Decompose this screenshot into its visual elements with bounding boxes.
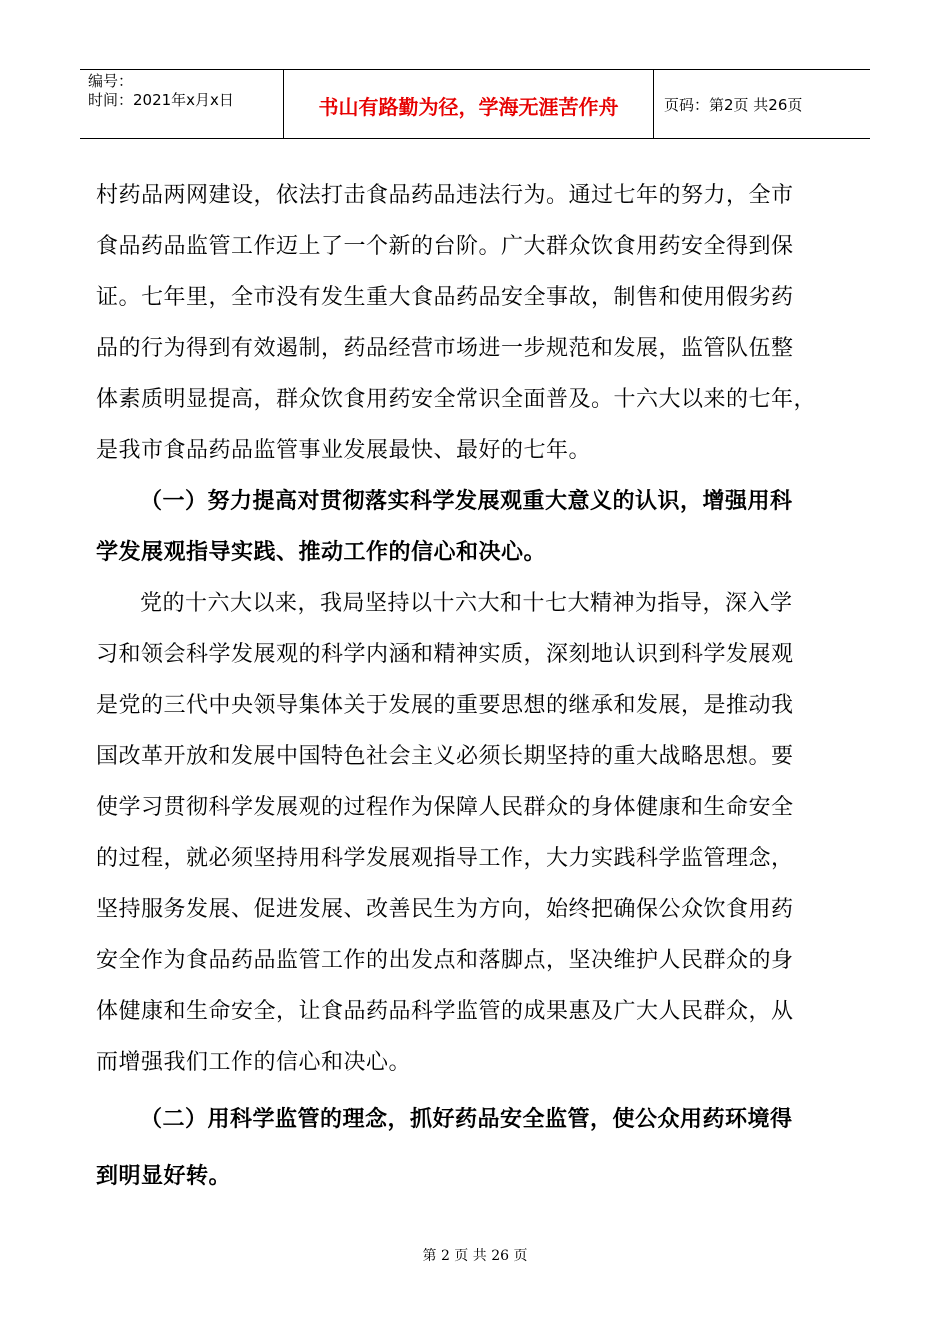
body-line: 体健康和生命安全，让食品药品科学监管的成果惠及广大人民群众，从 (96, 999, 794, 1024)
body-line: 坚持服务发展、促进发展、改善民生为方向，始终把确保公众饮食用药 (96, 897, 794, 922)
header-meta (80, 70, 284, 138)
body-line: 是党的三代中央领导集体关于发展的重要思想的继承和发展，是推动我 (96, 693, 794, 718)
page-header (80, 69, 870, 139)
section-heading-2-line: （二）用科学监管的理念，抓好药品安全监管，使公众用药环境得 (140, 1106, 793, 1132)
body-line: 国改革开放和发展中国特色社会主义必须长期坚持的重大战略思想。要 (96, 744, 794, 769)
section-heading-1-line: （一）努力提高对贯彻落实科学发展观重大意义的认识，增强用科 (140, 488, 793, 514)
body-line: 的过程，就必须坚持用科学发展观指导工作，大力实践科学监管理念， (96, 846, 794, 871)
body-line: 体素质明显提高，群众饮食用药安全常识全面普及。十六大以来的七年， (96, 387, 817, 412)
section-heading-1-line: 学发展观指导实践、推动工作的信心和决心。 (96, 539, 547, 565)
page-footer-text: 第 2 页 共 26 页 (422, 1248, 528, 1264)
body-line: 品的行为得到有效遏制，药品经营市场进一步规范和发展，监管队伍整 (96, 336, 794, 361)
body-line: 是我市食品药品监管事业发展最快、最好的七年。 (96, 438, 592, 463)
document-number-label: 编号： (88, 72, 134, 90)
body-line: 安全作为食品药品监管工作的出发点和落脚点，坚决维护人民群众的身 (96, 948, 794, 973)
page-footer (0, 1245, 950, 1265)
section-heading-2-line: 到明显好转。 (96, 1163, 232, 1189)
header-page-code: 页码：第2页 共26页 (664, 95, 803, 114)
body-line: 证。七年里，全市没有发生重大食品药品安全事故，制售和使用假劣药 (96, 285, 794, 310)
document-body (96, 170, 866, 1202)
document-time-label: 时间：2021年x月x日 (88, 91, 234, 109)
body-line: 村药品两网建设，依法打击食品药品违法行为。通过七年的努力，全市 (96, 183, 794, 208)
paragraph-first-line: 党的十六大以来，我局坚持以十六大和十七大精神为指导，深入学 (140, 591, 793, 616)
body-line: 使学习贯彻科学发展观的过程作为保障人民群众的身体健康和生命安全 (96, 795, 794, 820)
header-motto: 书山有路勤为径，学海无涯苦作舟 (284, 70, 654, 138)
body-line: 食品药品监管工作迈上了一个新的台阶。广大群众饮食用药安全得到保 (96, 234, 794, 259)
body-line: 习和领会科学发展观的科学内涵和精神实质，深刻地认识到科学发展观 (96, 642, 794, 667)
body-line: 而增强我们工作的信心和决心。 (96, 1050, 412, 1075)
